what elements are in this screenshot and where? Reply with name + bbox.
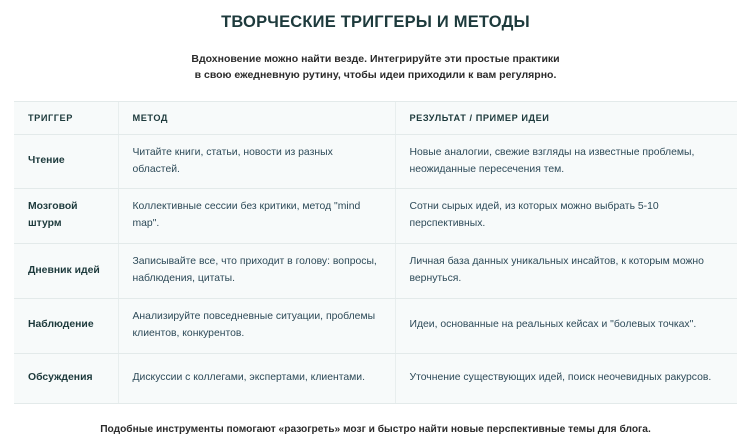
page-subtitle xyxy=(14,33,737,84)
cell-trigger: Дневник идей xyxy=(14,244,118,299)
cell-trigger: Чтение xyxy=(14,134,118,189)
table-row xyxy=(14,298,737,353)
page-title: ТВОРЧЕСКИЕ ТРИГГЕРЫ И МЕТОДЫ xyxy=(221,13,530,31)
table-header-row xyxy=(14,102,737,134)
cell-method: Коллективные сессии без критики, метод "mind map". xyxy=(118,189,395,244)
column-header-method: МЕТОД xyxy=(118,102,395,134)
column-header-result: РЕЗУЛЬТАТ / ПРИМЕР ИДЕИ xyxy=(395,102,737,134)
cell-method: Записывайте все, что приходит в голову: вопросы, наблюдения, цитаты. xyxy=(118,244,395,299)
cell-result: Новые аналогии, свежие взгляды на известные проблемы, неожиданные пересечения тем. xyxy=(395,134,737,189)
table-body xyxy=(14,134,737,403)
column-header-trigger: ТРИГГЕР xyxy=(14,102,118,134)
cell-method: Анализируйте повседневные ситуации, проблемы клиентов, конкурентов. xyxy=(118,298,395,353)
cell-result: Личная база данных уникальных инсайтов, к которым можно вернуться. xyxy=(395,244,737,299)
cell-trigger: Мозговой штурм xyxy=(14,189,118,244)
trigger-table-container xyxy=(14,101,737,403)
cell-result: Сотни сырых идей, из которых можно выбрать 5-10 перспективных. xyxy=(395,189,737,244)
cell-result: Уточнение существующих идей, поиск неочевидных ракурсов. xyxy=(395,353,737,403)
table-row xyxy=(14,189,737,244)
table-row xyxy=(14,353,737,403)
footer-note: Подобные инструменты помогают «разогреть» мозг и быстро найти новые перспективные темы для блога. xyxy=(100,423,651,435)
cell-trigger: Обсуждения xyxy=(14,353,118,403)
cell-method: Дискуссии с коллегами, экспертами, клиентами. xyxy=(118,353,395,403)
table-header xyxy=(14,102,737,134)
cell-trigger: Наблюдение xyxy=(14,298,118,353)
table-row xyxy=(14,244,737,299)
page-subtitle-line-1: Вдохновение можно найти везде. Интегрируйте эти простые практики xyxy=(191,52,560,65)
cell-result: Идеи, основанные на реальных кейсах и "болевых точках". xyxy=(395,298,737,353)
trigger-table xyxy=(14,102,737,403)
page-subtitle-line-2: в свою ежедневную рутину, чтобы идеи приходили к вам регулярно. xyxy=(194,68,557,81)
cell-method: Читайте книги, статьи, новости из разных областей. xyxy=(118,134,395,189)
table-row xyxy=(14,134,737,189)
